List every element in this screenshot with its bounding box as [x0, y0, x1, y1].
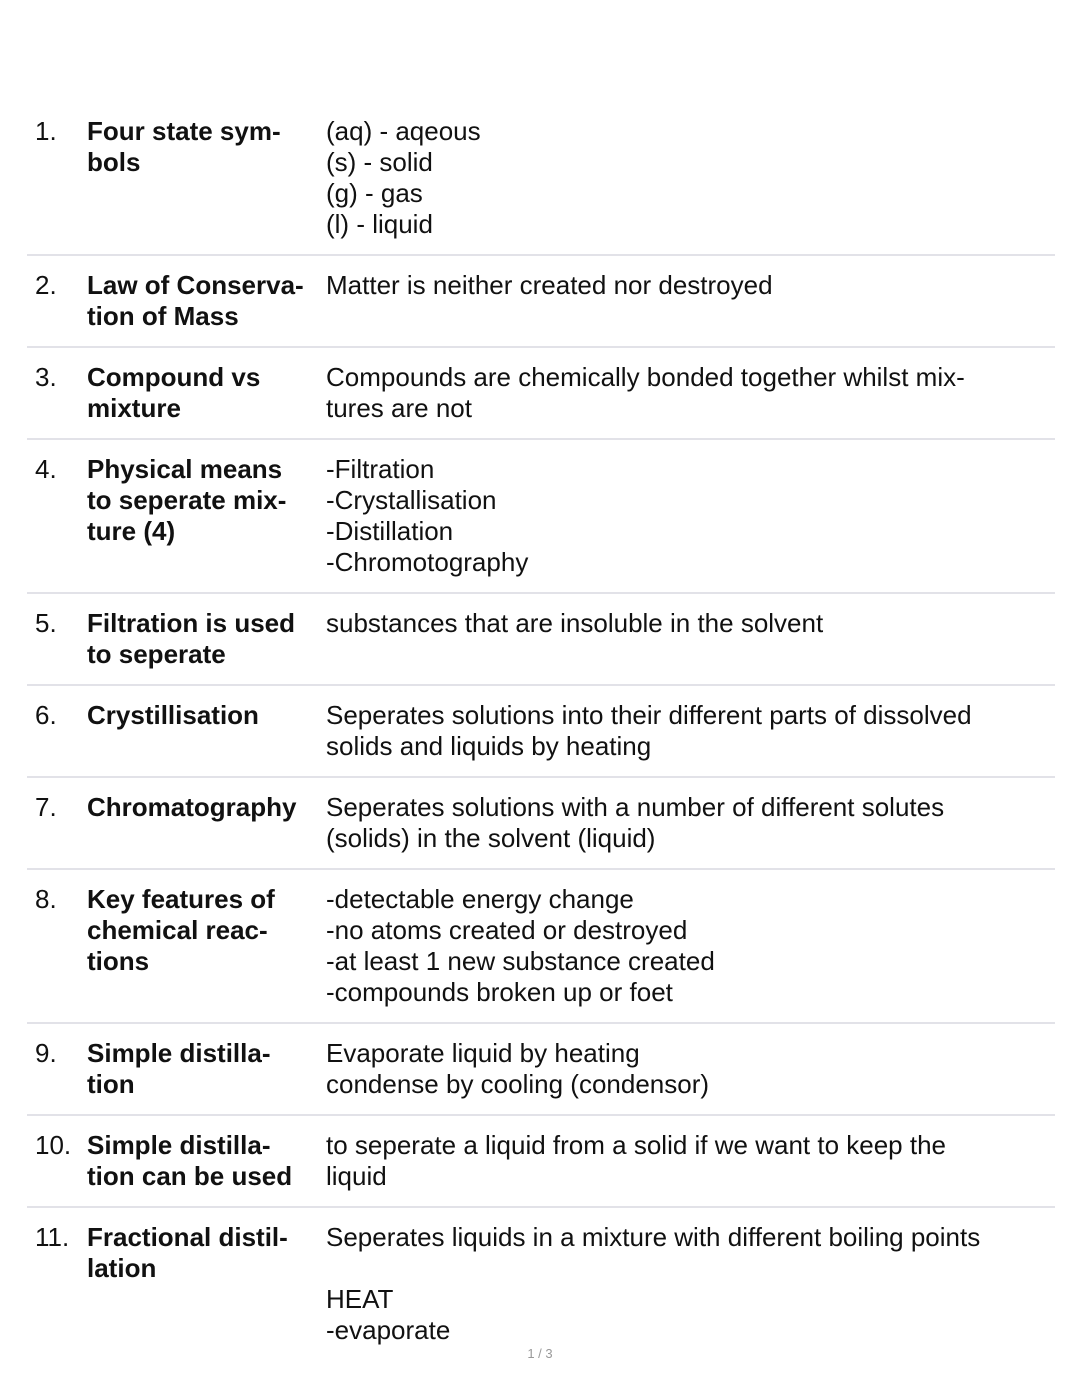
- card-term: [87, 1038, 326, 1100]
- card-definition: [326, 116, 1055, 240]
- card-number: 1.: [35, 116, 57, 146]
- definition-line: -evaporate: [326, 1315, 451, 1345]
- definition-line: substances that are insoluble in the solvent: [326, 608, 824, 638]
- card-number: 5.: [35, 608, 57, 638]
- definition-line: -Chromotography: [326, 547, 529, 577]
- definition-line: (l) - liquid: [326, 209, 433, 239]
- flashcard-row: [27, 778, 1055, 870]
- term-line: tion of Mass: [87, 301, 239, 331]
- term-line: Physical means: [87, 454, 283, 484]
- card-number: 3.: [35, 362, 57, 392]
- card-term: [87, 700, 326, 762]
- card-term: [87, 1222, 326, 1346]
- term-line: Crystillisation: [87, 700, 259, 730]
- card-term: [87, 1130, 326, 1192]
- definition-line: (solids) in the solvent (liquid): [326, 823, 656, 853]
- term-line: Simple distilla-: [87, 1038, 271, 1068]
- definition-line: -Crystallisation: [326, 485, 497, 515]
- card-definition: [326, 608, 1055, 670]
- definition-line: Evaporate liquid by heating: [326, 1038, 640, 1068]
- flashcard-row: [27, 686, 1055, 778]
- term-line: Filtration is used: [87, 608, 296, 638]
- card-definition: [326, 792, 1055, 854]
- card-term: [87, 362, 326, 424]
- card-definition: [326, 454, 1055, 578]
- card-definition: [326, 270, 1055, 332]
- definition-line: Seperates solutions into their different parts of dissolved: [326, 700, 972, 730]
- card-term: [87, 608, 326, 670]
- flashcard-row: [27, 256, 1055, 348]
- card-number: 7.: [35, 792, 57, 822]
- definition-line: -Filtration: [326, 454, 435, 484]
- card-number: 4.: [35, 454, 57, 484]
- card-number: 8.: [35, 884, 57, 914]
- card-number: 9.: [35, 1038, 57, 1068]
- definition-line: -detectable energy change: [326, 884, 634, 914]
- definition-line: (s) - solid: [326, 147, 433, 177]
- flashcard-list: [27, 102, 1055, 1360]
- definition-line: tures are not: [326, 393, 472, 423]
- card-number: 11.: [35, 1222, 70, 1252]
- card-definition: [326, 884, 1055, 1008]
- flashcard-row: [27, 1116, 1055, 1208]
- definition-line: -no atoms created or destroyed: [326, 915, 688, 945]
- definition-line: -Distillation: [326, 516, 454, 546]
- card-definition: [326, 1130, 1055, 1192]
- term-line: Compound vs: [87, 362, 261, 392]
- term-line: tions: [87, 946, 150, 976]
- term-line: chemical reac-: [87, 915, 268, 945]
- flashcard-row: [27, 348, 1055, 440]
- term-line: Law of Conserva-: [87, 270, 304, 300]
- definition-line: Seperates liquids in a mixture with different boiling points: [326, 1222, 981, 1252]
- card-number: 10.: [35, 1130, 72, 1160]
- card-definition: [326, 1222, 1055, 1346]
- term-line: mixture: [87, 393, 181, 423]
- term-line: lation: [87, 1253, 157, 1283]
- definition-line: -at least 1 new substance created: [326, 946, 715, 976]
- definition-line: (aq) - aqeous: [326, 116, 481, 146]
- definition-line: condense by cooling (condensor): [326, 1069, 710, 1099]
- card-term: [87, 454, 326, 578]
- term-line: bols: [87, 147, 141, 177]
- card-definition: [326, 700, 1055, 762]
- definition-line: solids and liquids by heating: [326, 731, 652, 761]
- card-definition: [326, 1038, 1055, 1100]
- term-line: Fractional distil-: [87, 1222, 288, 1252]
- term-line: Key features of: [87, 884, 275, 914]
- definition-line: HEAT: [326, 1284, 394, 1314]
- term-line: to seperate mix-: [87, 485, 287, 515]
- definition-line: to seperate a liquid from a solid if we want to keep the: [326, 1130, 947, 1160]
- card-term: [87, 270, 326, 332]
- card-term: [87, 884, 326, 1008]
- definition-line: -compounds broken up or foet: [326, 977, 673, 1007]
- definition-line: liquid: [326, 1161, 387, 1191]
- page-number: 1 / 3: [527, 1346, 553, 1361]
- card-definition: [326, 362, 1055, 424]
- definition-line: Seperates solutions with a number of different solutes: [326, 792, 945, 822]
- flashcard-row: [27, 870, 1055, 1024]
- card-number: 6.: [35, 700, 57, 730]
- flashcard-row: [27, 1208, 1055, 1360]
- term-line: tion: [87, 1069, 135, 1099]
- term-line: ture (4): [87, 516, 176, 546]
- flashcard-row: [27, 594, 1055, 686]
- definition-line: (g) - gas: [326, 178, 423, 208]
- term-line: Chromatography: [87, 792, 297, 822]
- term-line: Simple distilla-: [87, 1130, 271, 1160]
- card-term: [87, 116, 326, 240]
- term-line: to seperate: [87, 639, 226, 669]
- card-term: [87, 792, 326, 854]
- definition-line: Compounds are chemically bonded together whilst mix-: [326, 362, 965, 392]
- term-line: tion can be used: [87, 1161, 293, 1191]
- definition-line: Matter is neither created nor destroyed: [326, 270, 773, 300]
- card-number: 2.: [35, 270, 57, 300]
- flashcard-row: [27, 1024, 1055, 1116]
- definition-line: [326, 1253, 1055, 1284]
- flashcard-row: [27, 440, 1055, 594]
- flashcard-row: [27, 102, 1055, 256]
- term-line: Four state sym-: [87, 116, 281, 146]
